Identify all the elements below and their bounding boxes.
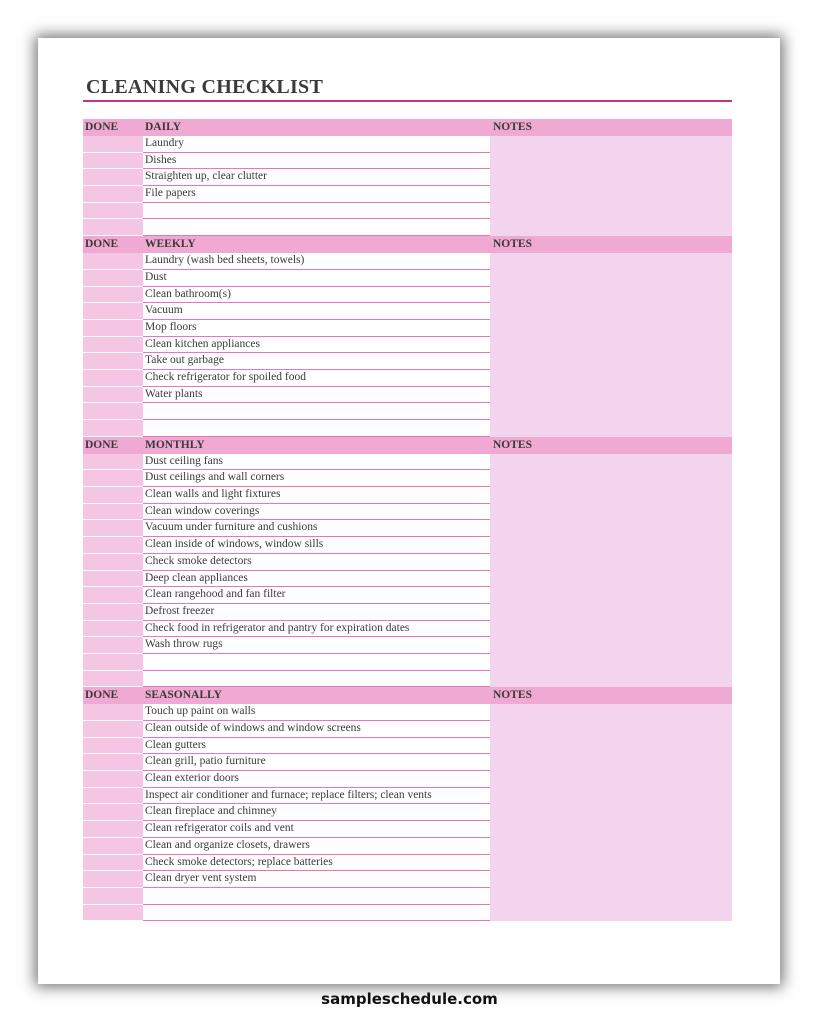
done-checkbox-cell[interactable]	[83, 169, 143, 186]
task-label[interactable]: Clean exterior doors	[143, 771, 490, 788]
task-label[interactable]: Clean grill, patio furniture	[143, 754, 490, 771]
task-label[interactable]: Laundry	[143, 136, 490, 153]
task-label[interactable]: File papers	[143, 186, 490, 203]
section-header	[83, 236, 732, 253]
task-label[interactable]	[143, 671, 490, 688]
task-label[interactable]: Clean bathroom(s)	[143, 287, 490, 304]
section-title: MONTHLY	[145, 438, 205, 451]
done-checkbox-cell[interactable]	[83, 387, 143, 404]
notes-area[interactable]	[490, 454, 732, 688]
task-label[interactable]: Vacuum	[143, 303, 490, 320]
notes-column-header: NOTES	[493, 689, 532, 702]
task-label[interactable]: Mop floors	[143, 320, 490, 337]
task-label[interactable]: Inspect air conditioner and furnace; replace filters; clean vents	[143, 788, 490, 805]
task-label[interactable]: Dishes	[143, 153, 490, 170]
done-checkbox-cell[interactable]	[83, 554, 143, 571]
task-label[interactable]: Check smoke detectors; replace batteries	[143, 855, 490, 872]
section-monthly	[83, 437, 732, 688]
done-checkbox-cell[interactable]	[83, 888, 143, 905]
task-label[interactable]: Clean and organize closets, drawers	[143, 838, 490, 855]
done-checkbox-cell[interactable]	[83, 704, 143, 721]
task-label[interactable]	[143, 654, 490, 671]
task-label[interactable]: Clean inside of windows, window sills	[143, 537, 490, 554]
task-label[interactable]: Take out garbage	[143, 353, 490, 370]
page-title: CLEANING CHECKLIST	[86, 76, 324, 98]
task-label[interactable]: Clean refrigerator coils and vent	[143, 821, 490, 838]
done-checkbox-cell[interactable]	[83, 604, 143, 621]
task-label[interactable]	[143, 219, 490, 236]
done-checkbox-cell[interactable]	[83, 788, 143, 805]
task-label[interactable]: Deep clean appliances	[143, 571, 490, 588]
done-checkbox-cell[interactable]	[83, 571, 143, 588]
task-label[interactable]: Touch up paint on walls	[143, 704, 490, 721]
task-label[interactable]: Clean rangehood and fan filter	[143, 587, 490, 604]
task-label[interactable]: Dust ceiling fans	[143, 454, 490, 471]
checklist-table	[83, 119, 732, 921]
done-checkbox-cell[interactable]	[83, 637, 143, 654]
task-rows	[83, 454, 732, 688]
done-checkbox-cell[interactable]	[83, 203, 143, 220]
done-checkbox-cell[interactable]	[83, 905, 143, 922]
done-checkbox-cell[interactable]	[83, 754, 143, 771]
done-checkbox-cell[interactable]	[83, 855, 143, 872]
done-checkbox-cell[interactable]	[83, 504, 143, 521]
done-column-header: DONE	[85, 438, 119, 451]
done-checkbox-cell[interactable]	[83, 621, 143, 638]
done-checkbox-cell[interactable]	[83, 721, 143, 738]
done-checkbox-cell[interactable]	[83, 871, 143, 888]
done-checkbox-cell[interactable]	[83, 403, 143, 420]
task-label[interactable]: Defrost freezer	[143, 604, 490, 621]
done-checkbox-cell[interactable]	[83, 587, 143, 604]
done-checkbox-cell[interactable]	[83, 370, 143, 387]
task-label[interactable]: Vacuum under furniture and cushions	[143, 520, 490, 537]
task-label[interactable]	[143, 420, 490, 437]
done-checkbox-cell[interactable]	[83, 136, 143, 153]
task-label[interactable]	[143, 403, 490, 420]
notes-column-header: NOTES	[493, 238, 532, 251]
done-checkbox-cell[interactable]	[83, 537, 143, 554]
done-checkbox-cell[interactable]	[83, 487, 143, 504]
done-column-header: DONE	[85, 238, 119, 251]
done-checkbox-cell[interactable]	[83, 420, 143, 437]
task-label[interactable]: Straighten up, clear clutter	[143, 169, 490, 186]
notes-column-header: NOTES	[493, 438, 532, 451]
done-checkbox-cell[interactable]	[83, 821, 143, 838]
task-label[interactable]: Check refrigerator for spoiled food	[143, 370, 490, 387]
task-label[interactable]: Clean fireplace and chimney	[143, 804, 490, 821]
section-header	[83, 119, 732, 136]
done-checkbox-cell[interactable]	[83, 738, 143, 755]
section-header	[83, 687, 732, 704]
done-checkbox-cell[interactable]	[83, 671, 143, 688]
task-rows	[83, 253, 732, 437]
task-label[interactable]: Laundry (wash bed sheets, towels)	[143, 253, 490, 270]
done-checkbox-cell[interactable]	[83, 470, 143, 487]
done-checkbox-cell[interactable]	[83, 771, 143, 788]
done-checkbox-cell[interactable]	[83, 838, 143, 855]
done-checkbox-cell[interactable]	[83, 287, 143, 304]
task-label[interactable]: Water plants	[143, 387, 490, 404]
done-checkbox-cell[interactable]	[83, 654, 143, 671]
done-checkbox-cell[interactable]	[83, 454, 143, 471]
task-label[interactable]: Clean window coverings	[143, 504, 490, 521]
notes-area[interactable]	[490, 704, 732, 921]
done-checkbox-cell[interactable]	[83, 186, 143, 203]
task-label[interactable]: Dust ceilings and wall corners	[143, 470, 490, 487]
task-label[interactable]: Clean kitchen appliances	[143, 337, 490, 354]
task-label[interactable]: Clean walls and light fixtures	[143, 487, 490, 504]
task-label[interactable]: Check food in refrigerator and pantry for expiration dates	[143, 621, 490, 638]
task-label[interactable]: Wash throw rugs	[143, 637, 490, 654]
done-checkbox-cell[interactable]	[83, 303, 143, 320]
section-title: DAILY	[145, 121, 182, 133]
done-checkbox-cell[interactable]	[83, 253, 143, 270]
task-label[interactable]: Dust	[143, 270, 490, 287]
task-rows	[83, 136, 732, 236]
section-weekly	[83, 236, 732, 437]
checklist-page	[38, 38, 780, 984]
task-rows	[83, 704, 732, 921]
section-title: SEASONALLY	[145, 689, 222, 702]
section-seasonally	[83, 687, 732, 921]
done-checkbox-cell[interactable]	[83, 270, 143, 287]
section-daily	[83, 119, 732, 236]
task-label[interactable]	[143, 203, 490, 220]
done-checkbox-cell[interactable]	[83, 337, 143, 354]
task-label[interactable]	[143, 888, 490, 905]
done-column-header: DONE	[85, 121, 119, 133]
done-checkbox-cell[interactable]	[83, 219, 143, 236]
done-checkbox-cell[interactable]	[83, 804, 143, 821]
notes-column-header: NOTES	[493, 121, 532, 133]
footer-watermark: sampleschedule.com	[321, 990, 498, 1008]
task-label[interactable]: Clean dryer vent system	[143, 871, 490, 888]
task-label[interactable]: Clean outside of windows and window screens	[143, 721, 490, 738]
section-title: WEEKLY	[145, 238, 196, 251]
task-label[interactable]	[143, 905, 490, 922]
done-checkbox-cell[interactable]	[83, 353, 143, 370]
notes-area[interactable]	[490, 253, 732, 437]
done-column-header: DONE	[85, 689, 119, 702]
notes-area[interactable]	[490, 136, 732, 236]
task-label[interactable]: Clean gutters	[143, 738, 490, 755]
done-checkbox-cell[interactable]	[83, 153, 143, 170]
title-underline	[83, 100, 732, 102]
done-checkbox-cell[interactable]	[83, 320, 143, 337]
done-checkbox-cell[interactable]	[83, 520, 143, 537]
section-header	[83, 437, 732, 454]
task-label[interactable]: Check smoke detectors	[143, 554, 490, 571]
